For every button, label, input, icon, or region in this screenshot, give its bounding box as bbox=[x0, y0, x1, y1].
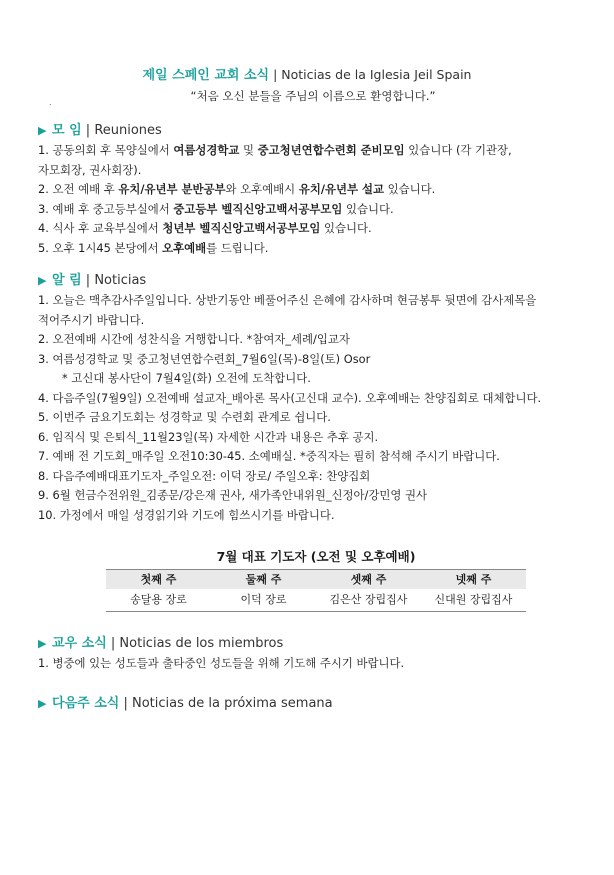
table-cell: 김은산 장립집사 bbox=[316, 589, 421, 612]
welcome-message: “처음 오신 분들을 주님의 이름으로 환영합니다.” bbox=[190, 89, 436, 103]
list-item: 1. 공동의회 후 목양실에서 여름성경학교 및 중고청년연합수련회 준비모임 있습니다 (각 기관장, bbox=[38, 143, 512, 157]
section-title-es: Noticias bbox=[94, 273, 147, 288]
title-separator: | bbox=[269, 67, 282, 82]
section-title-es: Reuniones bbox=[94, 123, 162, 138]
column-header: 둘째 주 bbox=[211, 570, 316, 590]
column-header: 셋째 주 bbox=[316, 570, 421, 590]
table-row bbox=[106, 589, 526, 612]
table-cell: 이덕 장로 bbox=[211, 589, 316, 612]
list-item: 3. 여름성경학교 및 중고청년연합수련회_7월6일(목)-8일(토) Osor bbox=[38, 351, 371, 366]
section-heading: ▶ 다음주 소식 | Noticias de la próxima semana bbox=[38, 694, 598, 714]
list-item: 8. 다음주예배대표기도자_주일오전: 이덕 장로/ 주일오후: 찬양집회 bbox=[38, 468, 371, 483]
section-title-ko: 교우 소식 bbox=[52, 636, 107, 651]
members-list bbox=[38, 654, 598, 674]
section-title-es: Noticias de la próxima semana bbox=[131, 696, 333, 711]
prayer-schedule bbox=[106, 547, 526, 612]
section-title-ko: 알 림 bbox=[52, 273, 82, 288]
list-item: 6. 임직식 및 은퇴식_11월23일(목) 자세한 시간과 내용은 추후 공지. bbox=[38, 429, 379, 444]
list-item: 4. 식사 후 교육부실에서 청년부 벨직신앙고백서공부모임 있습니다. bbox=[38, 221, 372, 235]
list-item: 2. 오전예배 시간에 성찬식을 거행합니다. *참여자_세례/입교자 bbox=[38, 332, 350, 346]
list-item: 7. 예배 전 기도회_매주일 오전10:30-45. 소예배실. *중직자는 필히 참석해 주시기 바랍니다. bbox=[38, 449, 500, 463]
list-item: 2. 오전 예배 후 유치/유년부 분반공부와 오후예배시 유치/유년부 설교 있습니다. bbox=[38, 182, 436, 196]
list-item: 3. 예배 후 중고등부실에서 중고등부 벨직신앙고백서공부모임 있습니다. bbox=[38, 201, 394, 216]
list-item: 9. 6월 헌금수전위원_김종문/강은재 권사, 새가족안내위원_신정아/강민영 권사 bbox=[38, 488, 428, 502]
list-item: 10. 가정에서 매일 성경읽기와 기도에 힘쓰시기를 바랍니다. bbox=[38, 507, 335, 522]
section-members bbox=[38, 634, 598, 674]
section-next-week bbox=[38, 694, 598, 714]
column-header: 넷째 주 bbox=[421, 570, 526, 590]
section-meetings bbox=[38, 121, 598, 258]
list-item: 자모회장, 권사회장). bbox=[38, 162, 142, 177]
list-item: 적어주시기 바랍니다. bbox=[38, 312, 145, 327]
triangle-right-icon: ▶ bbox=[38, 124, 47, 137]
table-cell: 송달용 장로 bbox=[106, 589, 211, 612]
section-title-es: Noticias de los miembros bbox=[119, 636, 284, 651]
table-cell: 신대원 장립집사 bbox=[421, 589, 526, 612]
list-item: * 고신대 봉사단이 7월4일(화) 오전에 도착합니다. bbox=[62, 371, 311, 385]
section-notices bbox=[38, 271, 598, 525]
section-heading: ▶ 알 림 | Noticias bbox=[38, 271, 598, 291]
list-item: 1. 오늘은 맥추감사주일입니다. 상반기동안 베풀어주신 은혜에 감사하며 현금봉투 뒷면에 감사제목을 bbox=[38, 293, 537, 307]
table-header-row bbox=[106, 570, 526, 590]
triangle-right-icon: ▶ bbox=[38, 274, 47, 287]
section-title-ko: 모 임 bbox=[52, 123, 82, 138]
page-header bbox=[0, 64, 614, 83]
stray-dot: . bbox=[49, 98, 52, 107]
prayer-table bbox=[106, 569, 526, 612]
section-title-ko: 다음주 소식 bbox=[52, 696, 120, 711]
prayer-table-title: 7월 대표 기도자 (오전 및 오후예배) bbox=[216, 549, 416, 564]
page-title-ko: 제일 스페인 교회 소식 bbox=[142, 68, 270, 83]
column-header: 첫째 주 bbox=[106, 570, 211, 590]
triangle-right-icon: ▶ bbox=[38, 697, 47, 710]
section-heading: ▶ 교우 소식 | Noticias de los miembros bbox=[38, 634, 598, 654]
list-item: 1. 병중에 있는 성도들과 출타중인 성도들을 위해 기도해 주시기 바랍니다. bbox=[38, 656, 405, 670]
triangle-right-icon: ▶ bbox=[38, 637, 47, 650]
section-heading: ▶ 모 임 | Reuniones bbox=[38, 121, 598, 141]
page-title-es: Noticias de la Iglesia Jeil Spain bbox=[281, 67, 472, 82]
notices-list bbox=[38, 291, 598, 525]
list-item: 4. 다음주일(7월9일) 오전예배 설교자_배아론 목사(고신대 교수). 오후예배는 찬양집회로 대체합니다. bbox=[38, 390, 542, 405]
list-item: 5. 이번주 금요기도회는 성경학교 및 수련회 관계로 쉽니다. bbox=[38, 410, 331, 424]
list-item: 5. 오후 1시45 본당에서 오후예배를 드립니다. bbox=[38, 240, 269, 255]
meetings-list bbox=[38, 141, 598, 258]
